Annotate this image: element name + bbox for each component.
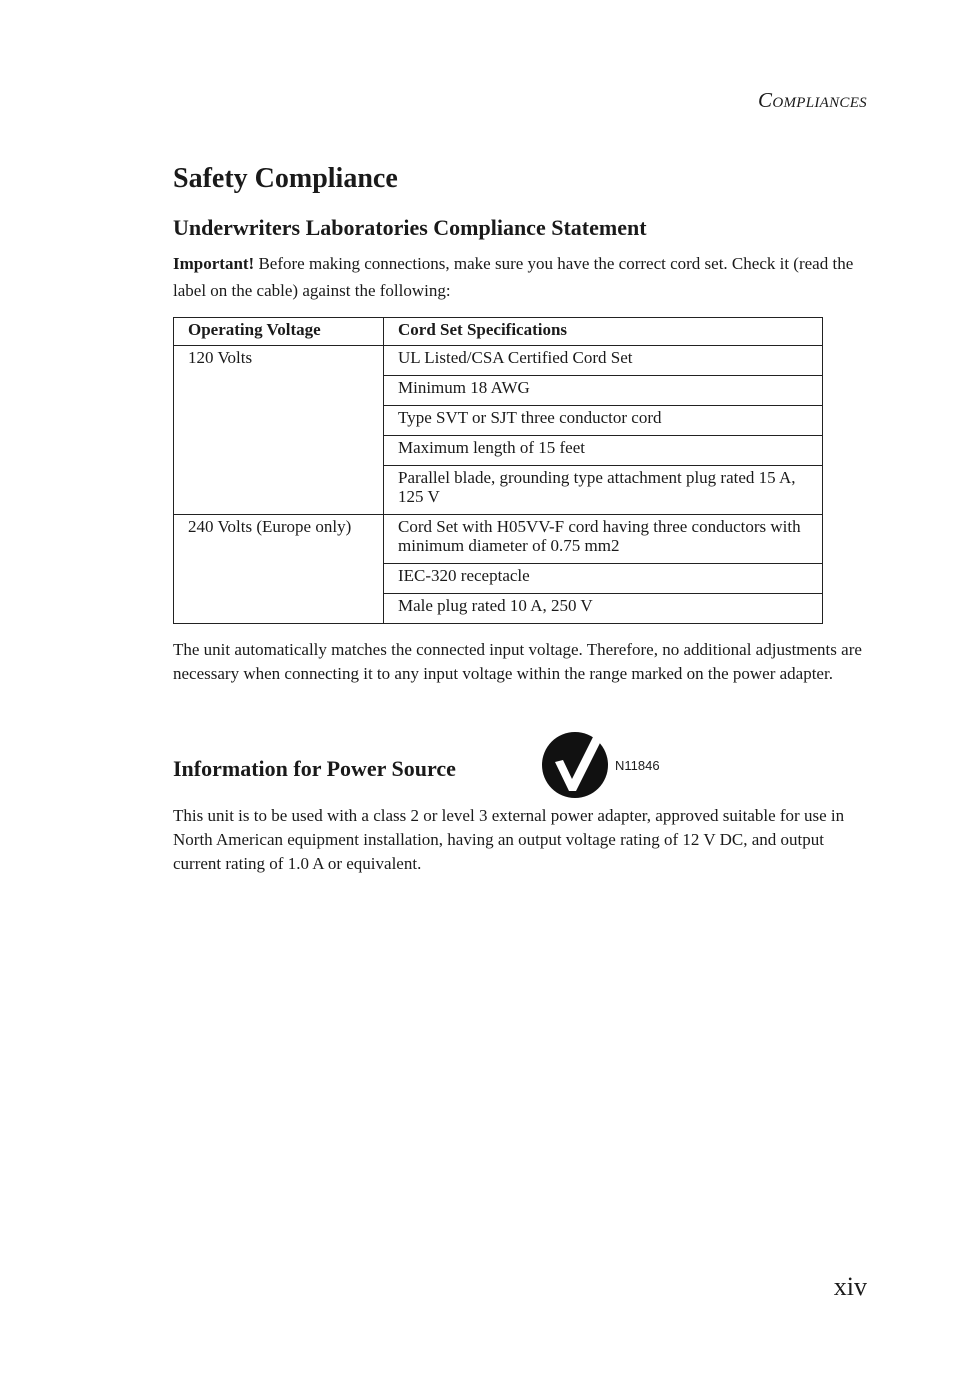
important-text: Before making connections, make sure you have the correct cord set. Check it (read the label on the cable) against the following:: [173, 254, 854, 300]
page-number: xiv: [833, 1272, 867, 1301]
power-source-heading: Information for Power Source: [173, 756, 456, 781]
spec-cell: Maximum length of 15 feet: [384, 436, 823, 466]
header-operating-voltage: Operating Voltage: [174, 318, 384, 346]
spec-cell: Parallel blade, grounding type attachment plug rated 15 A, 125 V: [384, 466, 823, 515]
power-paragraph: This unit is to be used with a class 2 or level 3 external power adapter, approved suitable for use in North American equipment installation, having an output voltage rating of 12 V DC, and output current rating of 1.0 A or equivalent.: [173, 806, 845, 873]
important-note: [173, 250, 863, 304]
voltage-cell: 120 Volts: [174, 346, 384, 515]
spec-cell: Male plug rated 10 A, 250 V: [384, 594, 823, 624]
section-title: Safety Compliance: [173, 163, 398, 194]
voltage-paragraph: The unit automatically matches the connected input voltage. Therefore, no additional adjustments are necessary when connecting it to any input voltage within the range marked on the power adapter.: [173, 640, 862, 683]
spec-cell: UL Listed/CSA Certified Cord Set: [384, 346, 823, 376]
spec-cell: Type SVT or SJT three conductor cord: [384, 406, 823, 436]
running-head: Compliances: [758, 88, 867, 112]
table-header-row: [174, 318, 823, 346]
c-tick-code: N11846: [615, 758, 660, 773]
spec-cell: IEC-320 receptacle: [384, 564, 823, 594]
cord-set-table: [173, 317, 823, 624]
spec-cell: Cord Set with H05VV-F cord having three conductors with minimum diameter of 0.75 mm2: [384, 515, 823, 564]
voltage-cell: 240 Volts (Europe only): [174, 515, 384, 624]
table-row: [174, 346, 823, 376]
table-row: [174, 515, 823, 564]
c-tick-mark-icon: [541, 731, 611, 799]
ul-compliance-heading: Underwriters Laboratories Compliance Statement: [173, 215, 647, 240]
spec-cell: Minimum 18 AWG: [384, 376, 823, 406]
important-label: Important!: [173, 254, 255, 273]
header-cord-set-specifications: Cord Set Specifications: [384, 318, 823, 346]
